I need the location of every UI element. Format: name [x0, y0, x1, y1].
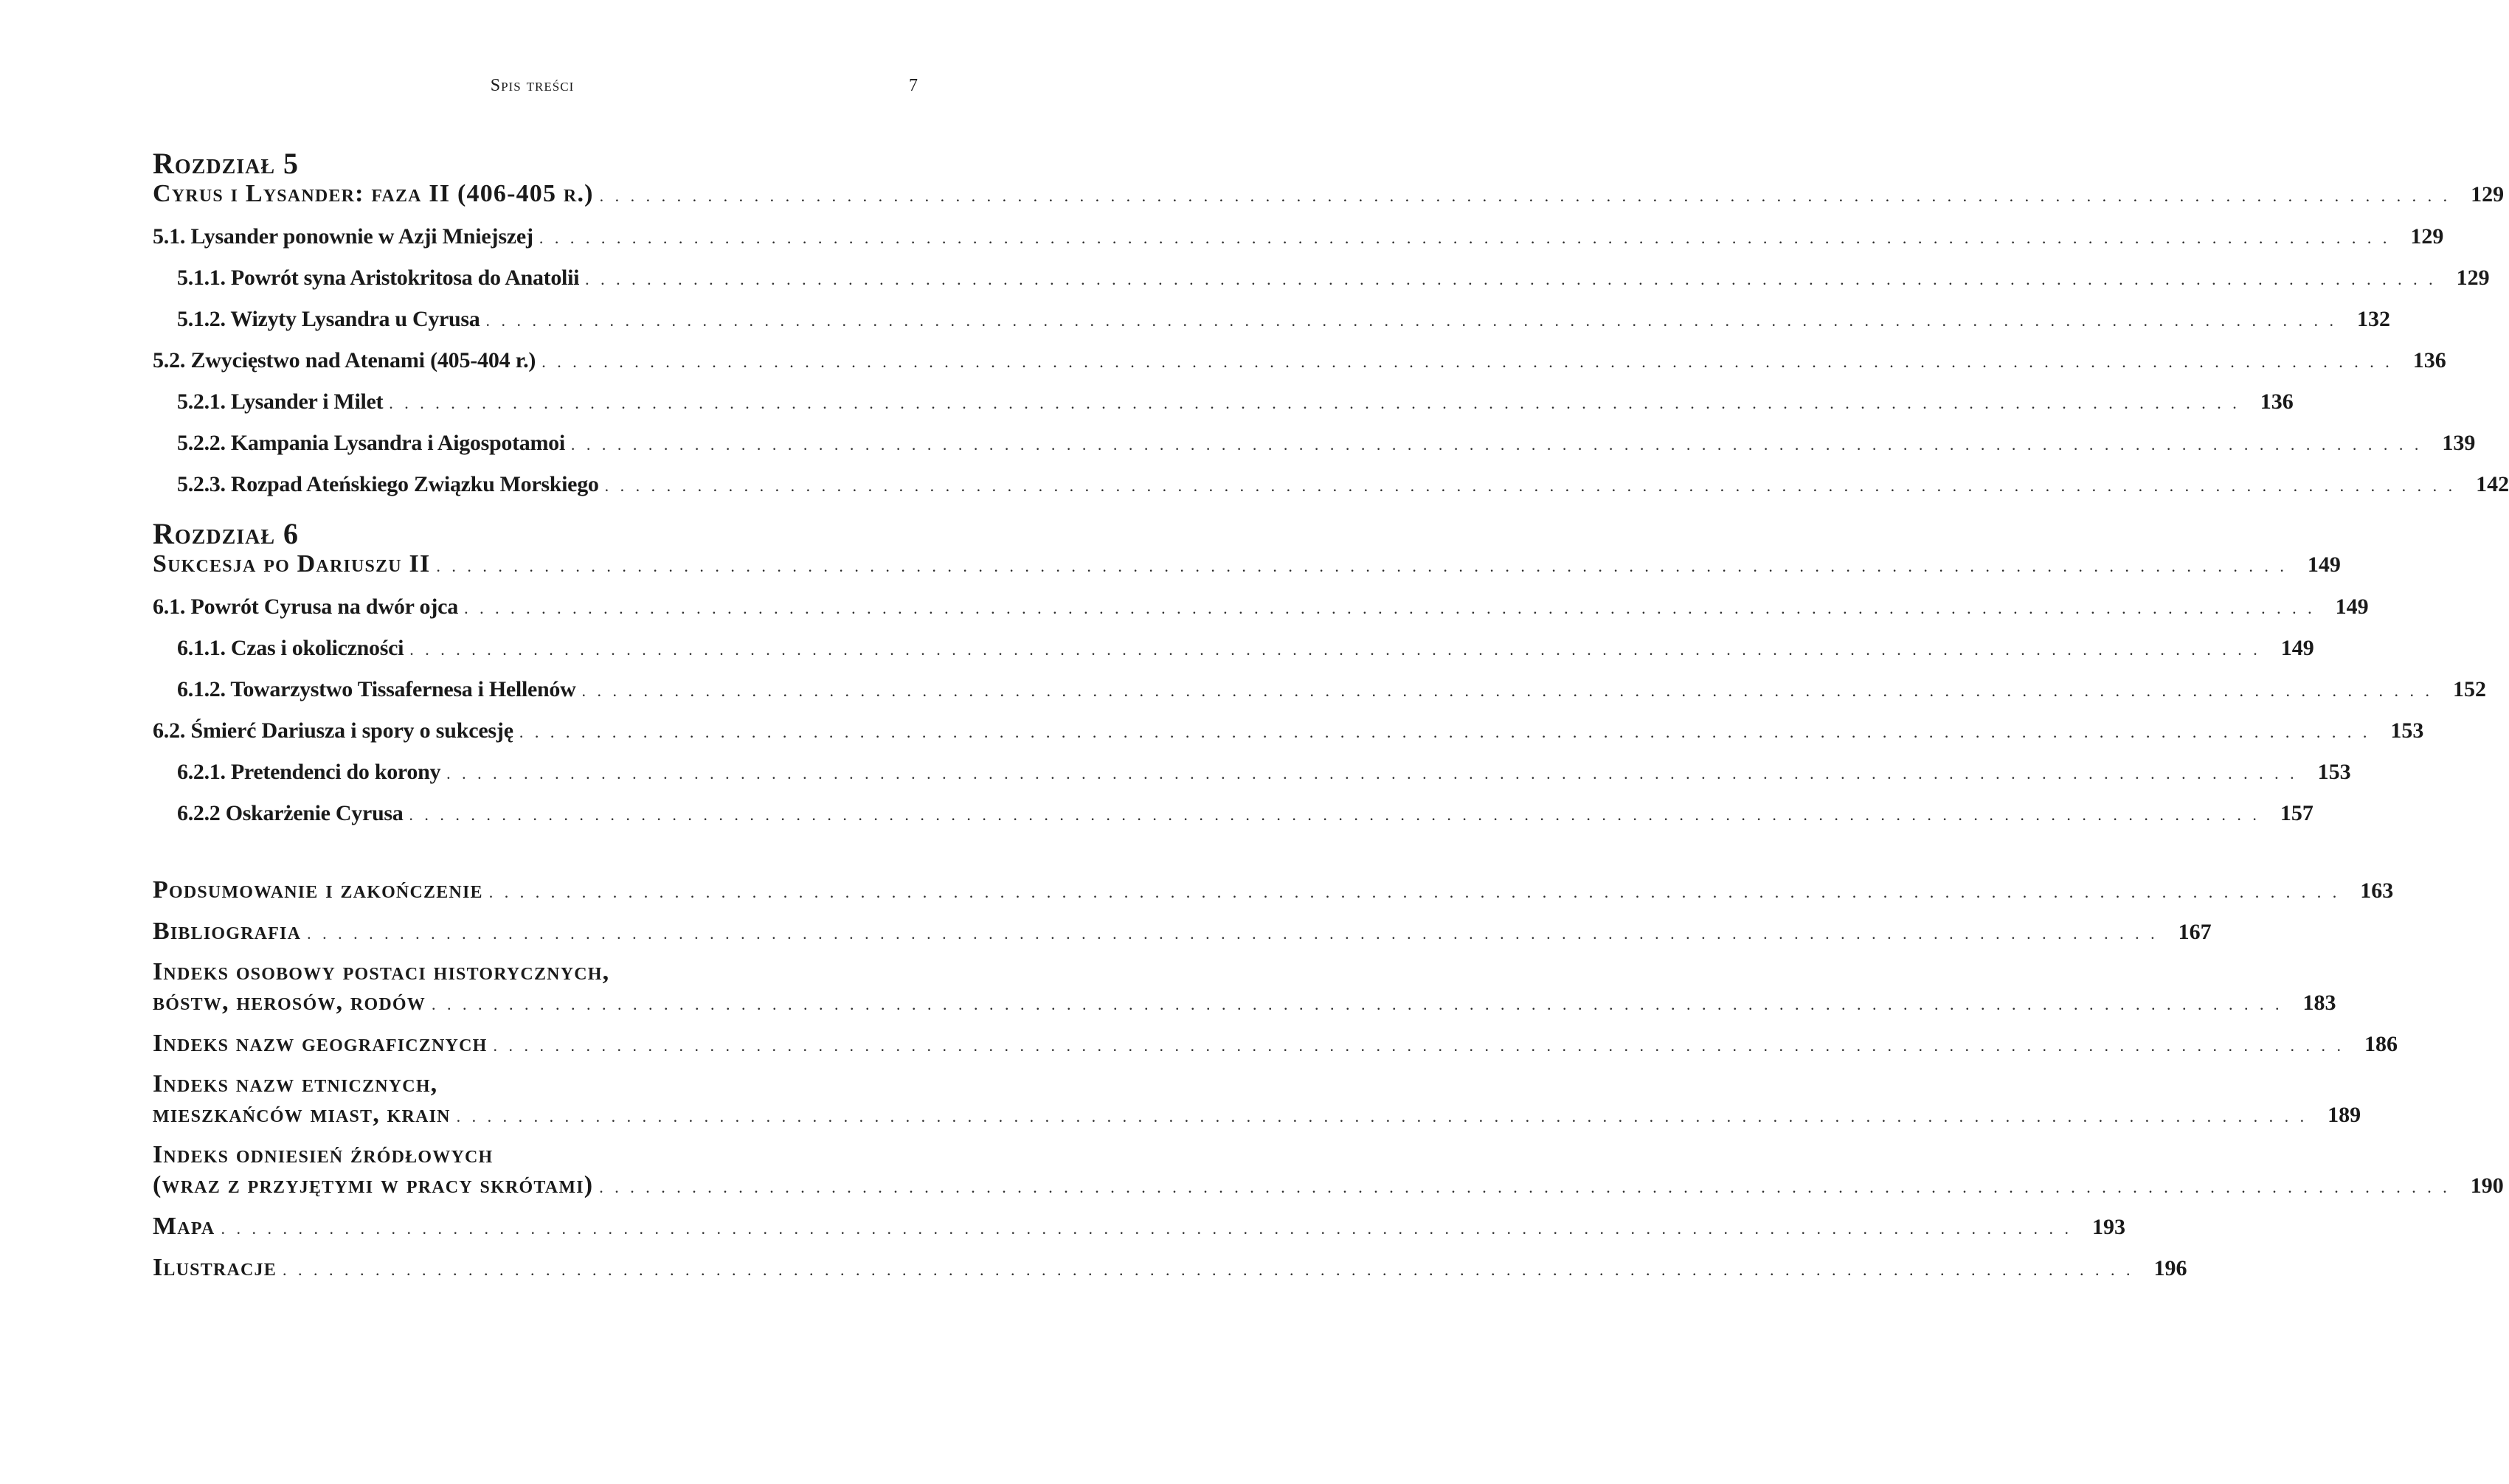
toc-entry-6-2-2: [177, 801, 2314, 833]
toc-entry-5-2: [153, 348, 2446, 381]
toc-back-map: [153, 1213, 2125, 1245]
toc-entry-6-2-1: [177, 760, 2351, 792]
chapter-6-page: 149: [2307, 552, 2341, 577]
toc-entry-5-2-1: [177, 389, 2294, 422]
entry-page: 142: [2476, 472, 2509, 496]
dot-leader: . . . . . . . . . . . . . . . . . . . . . . . . . . . . . . . . . . . . . . . . . . . . . . . . . . . . . . . . . . . . . . . . . . . . . . . . . . . . . . . . . . . . . . . . . . . . . . . . . . . . . . . . . . . . . . . . . . . . . . . .: [436, 557, 2288, 575]
dot-leader: . . . . . . . . . . . . . . . . . . . . . . . . . . . . . . . . . . . . . . . . . . . . . . . . . . . . . . . . . . . . . . . . . . . . . . . . . . . . . . . . . . . . . . . . . . . . . . . . . . . . . . . . . . . . . . . . . . . . . . . .: [599, 187, 2451, 205]
entry-label: bóstw, herosów, rodów: [153, 988, 426, 1016]
entry-page: 153: [2317, 760, 2351, 784]
entry-page: 167: [2178, 920, 2212, 944]
dot-leader: . . . . . . . . . . . . . . . . . . . . . . . . . . . . . . . . . . . . . . . . . . . . . . . . . . . . . . . . . . . . . . . . . . . . . . . . . . . . . . . . . . . . . . . . . . . . . . . . . . . . . . . . . . . . . . . . . . . . . . . .: [519, 723, 2371, 741]
entry-page: 189: [2328, 1103, 2361, 1127]
entry-label: 5.2.1. Lysander i Milet: [177, 389, 384, 414]
entry-page: 136: [2260, 389, 2294, 414]
entry-page: 183: [2302, 991, 2336, 1015]
dot-leader: . . . . . . . . . . . . . . . . . . . . . . . . . . . . . . . . . . . . . . . . . . . . . . . . . . . . . . . . . . . . . . . . . . . . . . . . . . . . . . . . . . . . . . . . . . . . . . . . . . . . . . . . . . . . . . . . . . . . . . . .: [604, 476, 2457, 495]
entry-page: 193: [2091, 1215, 2125, 1239]
page-number: 7: [909, 76, 918, 95]
entry-page: 157: [2280, 801, 2314, 825]
toc-back-geo-index: [153, 1030, 2398, 1062]
entry-label: 6.2.2 Oskarżenie Cyrusa: [177, 801, 404, 825]
toc-entry-6-1-1: [177, 636, 2314, 668]
chapter-6-heading: Rozdział 6: [153, 517, 300, 550]
entry-page: 132: [2357, 307, 2390, 331]
entry-label: 6.1.1. Czas i okoliczności: [177, 636, 404, 660]
dot-leader: . . . . . . . . . . . . . . . . . . . . . . . . . . . . . . . . . . . . . . . . . . . . . . . . . . . . . . . . . . . . . . . . . . . . . . . . . . . . . . . . . . . . . . . . . . . . . . . . . . . . . . . . . . . . . . . . . . . . . . . .: [570, 435, 2423, 454]
entry-label: 6.2. Śmierć Dariusza i spory o sukcesję: [153, 718, 513, 743]
dot-leader: . . . . . . . . . . . . . . . . . . . . . . . . . . . . . . . . . . . . . . . . . . . . . . . . . . . . . . . . . . . . . . . . . . . . . . . . . . . . . . . . . . . . . . . . . . . . . . . . . . . . . . . . . . . . . . . . . . . . . . . .: [539, 229, 2391, 247]
running-title: Spis treści: [490, 76, 575, 95]
entry-label: 5.1.2. Wizyty Lysandra u Cyrusa: [177, 307, 480, 331]
entry-page: 153: [2390, 718, 2424, 743]
toc-entry-6-2: [153, 718, 2424, 751]
dot-leader: . . . . . . . . . . . . . . . . . . . . . . . . . . . . . . . . . . . . . . . . . . . . . . . . . . . . . . . . . . . . . . . . . . . . . . . . . . . . . . . . . . . . . . . . . . . . . . . . . . . . . . . . . . . . . . . . . . . . . . . .: [585, 270, 2437, 288]
running-head: [0, 76, 1033, 98]
chapter-6-title-row: [153, 550, 2341, 583]
entry-label: Podsumowanie i zakończenie: [153, 876, 483, 904]
dot-leader: . . . . . . . . . . . . . . . . . . . . . . . . . . . . . . . . . . . . . . . . . . . . . . . . . . . . . . . . . . . . . . . . . . . . . . . . . . . . . . . . . . . . . . . . . . . . . . . . . . . . . . . . . . . . . . . . . . . . . . . .: [446, 764, 2298, 783]
toc-entry-5-1-1: [177, 266, 2490, 298]
dot-leader: . . . . . . . . . . . . . . . . . . . . . . . . . . . . . . . . . . . . . . . . . . . . . . . . . . . . . . . . . . . . . . . . . . . . . . . . . . . . . . . . . . . . . . . . . . . . . . . . . . . . . . . . . . . . . . . . . . . . . . . .: [409, 805, 2260, 824]
entry-label: 5.1. Lysander ponownie w Azji Mniejszej: [153, 224, 533, 249]
entry-label: 6.1.2. Towarzystwo Tissafernesa i Hellenów: [177, 677, 576, 701]
entry-page: 186: [2364, 1032, 2398, 1056]
entry-label: 5.2. Zwycięstwo nad Atenami (405-404 r.): [153, 348, 536, 372]
chapter-5-title-row: [153, 180, 2505, 212]
toc-back-summary: [153, 876, 2394, 909]
entry-page: 139: [2442, 431, 2476, 455]
toc-back-person-index: [153, 988, 2336, 1021]
toc-back-ethnic-index-line1: Indeks nazw etnicznych,: [153, 1070, 438, 1098]
entry-label: 5.2.2. Kampania Lysandra i Aigospotamoi: [177, 431, 565, 455]
entry-page: 190: [2470, 1173, 2504, 1198]
entry-label: Bibliografia: [153, 918, 302, 945]
dot-leader: . . . . . . . . . . . . . . . . . . . . . . . . . . . . . . . . . . . . . . . . . . . . . . . . . . . . . . . . . . . . . . . . . . . . . . . . . . . . . . . . . . . . . . . . . . . . . . . . . . . . . . . . . . . . . . . . . . . . . . . .: [431, 995, 2283, 1013]
chapter-5-title: Cyrus i Lysander: faza II (406-405 r.): [153, 180, 594, 207]
entry-label: (wraz z przyjętymi w pracy skrótami): [153, 1171, 594, 1199]
chapter-5-heading: Rozdział 5: [153, 147, 300, 180]
toc-back-illustrations: [153, 1254, 2187, 1286]
dot-leader: . . . . . . . . . . . . . . . . . . . . . . . . . . . . . . . . . . . . . . . . . . . . . . . . . . . . . . . . . . . . . . . . . . . . . . . . . . . . . . . . . . . . . . . . . . . . . . . . . . . . . . . . . . . . . . . . . . . . . . . .: [282, 1261, 2134, 1279]
toc-back-ethnic-index: [153, 1100, 2361, 1133]
entry-page: 149: [2280, 636, 2314, 660]
toc-entry-5-2-3: [177, 472, 2509, 505]
dot-leader: . . . . . . . . . . . . . . . . . . . . . . . . . . . . . . . . . . . . . . . . . . . . . . . . . . . . . . . . . . . . . . . . . . . . . . . . . . . . . . . . . . . . . . . . . . . . . . . . . . . . . . . . . . . . . . . . . . . . . . . .: [599, 1178, 2451, 1196]
dot-leader: . . . . . . . . . . . . . . . . . . . . . . . . . . . . . . . . . . . . . . . . . . . . . . . . . . . . . . . . . . . . . . . . . . . . . . . . . . . . . . . . . . . . . . . . . . . . . . . . . . . . . . . . . . . . . . . . . . . . . . . .: [409, 640, 2261, 659]
dot-leader: . . . . . . . . . . . . . . . . . . . . . . . . . . . . . . . . . . . . . . . . . . . . . . . . . . . . . . . . . . . . . . . . . . . . . . . . . . . . . . . . . . . . . . . . . . . . . . . . . . . . . . . . . . . . . . . . . . . . . . . .: [221, 1219, 2072, 1238]
entry-label: mieszkańców miast, krain: [153, 1100, 451, 1128]
entry-page: 152: [2452, 677, 2486, 701]
entry-page: 196: [2153, 1256, 2187, 1280]
dot-leader: . . . . . . . . . . . . . . . . . . . . . . . . . . . . . . . . . . . . . . . . . . . . . . . . . . . . . . . . . . . . . . . . . . . . . . . . . . . . . . . . . . . . . . . . . . . . . . . . . . . . . . . . . . . . . . . . . . . . . . . .: [389, 394, 2240, 412]
entry-page: 129: [2410, 224, 2444, 249]
dot-leader: . . . . . . . . . . . . . . . . . . . . . . . . . . . . . . . . . . . . . . . . . . . . . . . . . . . . . . . . . . . . . . . . . . . . . . . . . . . . . . . . . . . . . . . . . . . . . . . . . . . . . . . . . . . . . . . . . . . . . . . .: [581, 682, 2433, 700]
entry-label: Mapa: [153, 1213, 215, 1240]
toc-entry-6-1: [153, 594, 2369, 627]
entry-label: 5.2.3. Rozpad Ateńskiego Związku Morskiego: [177, 472, 599, 496]
toc-back-source-index-line1: Indeks odniesień źródłowych: [153, 1141, 494, 1168]
toc-entry-6-1-2: [177, 677, 2486, 710]
dot-leader: . . . . . . . . . . . . . . . . . . . . . . . . . . . . . . . . . . . . . . . . . . . . . . . . . . . . . . . . . . . . . . . . . . . . . . . . . . . . . . . . . . . . . . . . . . . . . . . . . . . . . . . . . . . . . . . . . . . . . . . .: [307, 924, 2159, 943]
toc-back-person-index-line1: Indeks osobowy postaci historycznych,: [153, 958, 610, 985]
dot-leader: . . . . . . . . . . . . . . . . . . . . . . . . . . . . . . . . . . . . . . . . . . . . . . . . . . . . . . . . . . . . . . . . . . . . . . . . . . . . . . . . . . . . . . . . . . . . . . . . . . . . . . . . . . . . . . . . . . . . . . . .: [488, 883, 2341, 901]
chapter-6-title: Sukcesja po Dariuszu II: [153, 550, 431, 578]
entry-label: Indeks nazw geograficznych: [153, 1030, 488, 1057]
dot-leader: . . . . . . . . . . . . . . . . . . . . . . . . . . . . . . . . . . . . . . . . . . . . . . . . . . . . . . . . . . . . . . . . . . . . . . . . . . . . . . . . . . . . . . . . . . . . . . . . . . . . . . . . . . . . . . . . . . . . . . . .: [485, 311, 2337, 330]
toc-entry-5-1-2: [177, 307, 2390, 339]
entry-page: 129: [2456, 266, 2490, 290]
entry-label: 6.1. Powrót Cyrusa na dwór ojca: [153, 594, 459, 619]
entry-page: 149: [2335, 594, 2369, 619]
dot-leader: . . . . . . . . . . . . . . . . . . . . . . . . . . . . . . . . . . . . . . . . . . . . . . . . . . . . . . . . . . . . . . . . . . . . . . . . . . . . . . . . . . . . . . . . . . . . . . . . . . . . . . . . . . . . . . . . . . . . . . . .: [456, 1107, 2308, 1126]
dot-leader: . . . . . . . . . . . . . . . . . . . . . . . . . . . . . . . . . . . . . . . . . . . . . . . . . . . . . . . . . . . . . . . . . . . . . . . . . . . . . . . . . . . . . . . . . . . . . . . . . . . . . . . . . . . . . . . . . . . . . . . .: [464, 599, 2316, 617]
dot-leader: . . . . . . . . . . . . . . . . . . . . . . . . . . . . . . . . . . . . . . . . . . . . . . . . . . . . . . . . . . . . . . . . . . . . . . . . . . . . . . . . . . . . . . . . . . . . . . . . . . . . . . . . . . . . . . . . . . . . . . . .: [493, 1036, 2344, 1055]
chapter-5-page: 129: [2471, 182, 2505, 207]
toc-entry-5-1: [153, 224, 2444, 257]
entry-label: 6.2.1. Pretendenci do korony: [177, 760, 441, 784]
entry-label: Ilustracje: [153, 1254, 277, 1281]
entry-page: 136: [2412, 348, 2446, 372]
toc-back-source-index: [153, 1171, 2504, 1204]
toc-back-bibliography: [153, 918, 2212, 950]
toc-entry-5-2-2: [177, 431, 2476, 463]
entry-page: 163: [2360, 878, 2394, 903]
entry-label: 5.1.1. Powrót syna Aristokritosa do Anatolii: [177, 266, 580, 290]
dot-leader: . . . . . . . . . . . . . . . . . . . . . . . . . . . . . . . . . . . . . . . . . . . . . . . . . . . . . . . . . . . . . . . . . . . . . . . . . . . . . . . . . . . . . . . . . . . . . . . . . . . . . . . . . . . . . . . . . . . . . . . .: [541, 353, 2393, 371]
